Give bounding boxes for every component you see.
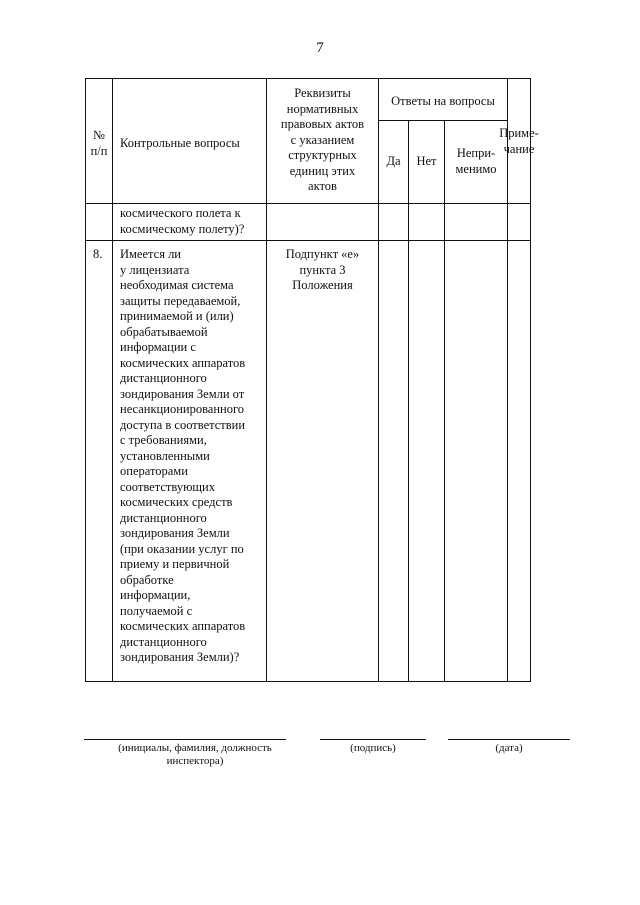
row-divider [85, 240, 531, 241]
header-acts: Реквизиты нормативных правовых актов с указанием структурных единиц этих актов [280, 86, 365, 193]
table-border-left [85, 78, 86, 682]
table-border-bottom [85, 681, 531, 682]
col-line-questions [112, 78, 113, 682]
header-num: № п/п [90, 128, 108, 158]
table-row-question: Имеется ли у лицензиата необходимая система защиты передаваемой, принимаемой и (или) обрабатываемой информации с космических аппаратов дистанционного зондирования Земли от несанкционированного доступа в соответствии с требованиями, установленными операторами соответствующих космических средств дистанционного зондирования Земли (при оказании услуг по приему и первичной обработке информации, получаемой с космических аппаратов дистанционного зондирования Земли)? [120, 247, 246, 664]
col-line-na [444, 120, 445, 682]
col-line-no [408, 120, 409, 682]
fio-caption: (инициалы, фамилия, должность инспектора) [118, 742, 272, 767]
header-questions: Контрольные вопросы [120, 136, 240, 150]
sign-line [320, 739, 426, 740]
header-no: Нет [416, 154, 437, 168]
answers-divider [378, 120, 507, 121]
header-answers: Ответы на вопросы [391, 94, 495, 108]
table-row-number: 8. [93, 247, 103, 261]
table-border-top [85, 78, 531, 79]
header-yes: Да [386, 154, 401, 168]
page-number: 7 [316, 40, 324, 56]
sign-caption: (подпись) [350, 742, 396, 754]
table-row-acts: Подпункт «е» пункта 3 Положения [285, 247, 360, 292]
date-caption: (дата) [495, 742, 523, 754]
col-line-note [507, 78, 508, 682]
table-border-right [530, 78, 531, 682]
header-na: Непри- менимо [455, 146, 497, 176]
fio-line [84, 739, 286, 740]
table-row-question: космического полета к космическому полету)? [120, 206, 245, 236]
date-line [448, 739, 570, 740]
header-bottom-line [85, 203, 531, 204]
header-note: Приме- чание [499, 126, 539, 156]
